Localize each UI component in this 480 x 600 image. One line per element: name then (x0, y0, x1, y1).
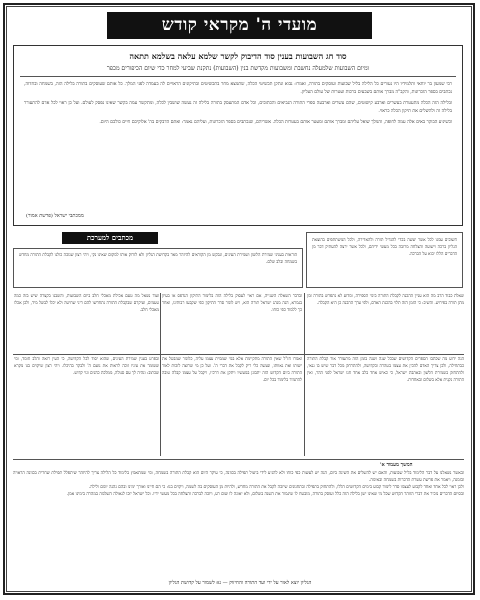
column-text: ובדבר השאלה השנייה, אם ראוי לעסוק בלילה הזה בלימוד התיקון הנדפס או בעיון בגמרא, הנה מנהג ישראל תורה הוא, ויש לומר סדר התיקון כפי שקבעו רבותינו, ואחר כך ללמוד כפי כוחו. (162, 293, 302, 312)
intro-paragraph: רבי שמעון בר יוחאי ותלמידיו היו נעורים כל הלילה בליל שבועות ועוסקים בתורה, ואמרו: נבוא ונתקן תכשיטי הכלה, שתמצא מחר בתכשיטים ובתיקונים הראויים לה בעמדה לפני המלך. כל אותם שעוסקים בתורה בלילה הזה, בשמחה ובחדוה, נכתבים בספר הזכרונות, והקב"ה מברך אותם בשבעים ברכות ועטרות של עולם העליון. (24, 82, 452, 95)
column-text: הנה ידוע מה שכתבו הספרים הקדושים שבכל שנה ושנה בזמן הזה מתעורר אור קבלת התורה כבתחילה, ולכן צריך האדם להכין את עצמו בטהרה ובקדושה, ולהתרחק מכל דבר שיש בו גנאי, ולהתחזק בשמירת הלשון ובאהבת ישראל, כי כאיש אחד בלב אחד חנו ישראל לפני ההר, ואין התורה נקנית אלא בשלום ובאחדות. (307, 356, 464, 382)
title-banner (107, 12, 372, 39)
column-text: ועוד נשאל מה טעם אכילת מאכלי חלב ביום השבועות, והשבנו בקצרה שיש בזה כמה טעמים, ועיקרם שבקבלת התורה נתחדשו להם דיני שחיטה ולא יכלו לבשל מיד, ולכן אכלו מאכלי חלב. (14, 293, 159, 312)
text-column-right (307, 293, 464, 353)
letters-banner-label: מכתבים למערכת (86, 233, 134, 242)
letters-banner (62, 232, 158, 244)
page-title: מועדי ה' מקראי קודש (161, 15, 318, 35)
column-text: ובפרט בענין שמירת העינים, שהוא יסוד לכל הקדושה, כי העין רואה והלב חומד, ומי ששומר את עיניו זוכה לראות את נועם ה' ולבקר בהיכלו. ויהי רצון שיקוים בנו מקרא שכתוב: ונהיה לך עם סגולה, ממלכת כהנים וגוי קדוש. (14, 356, 159, 375)
continued-label: המשך מעמוד א' (380, 462, 413, 468)
intro-subheading: ומיום השבועות שלמעלה נחשבת ומשבועות מקדשת בנין (השבועות) נתקנת שביעי למחר כדי שיום הכיפורים מכפר (20, 64, 456, 77)
middle-notice-text: הוראות בעניני שמירת הלשון ושמירת העינים, ונבקש מן הקוראים להיזהר מאד בקדושת הגליון ולא לזרוק אותו למקום שאינו נקי, ויהי רצון שנזכה כולנו לקבלת התורה מחדש בשמחה ובלב שלם. (19, 252, 297, 264)
text-column-middle (162, 293, 302, 353)
right-notice-panel (306, 232, 463, 288)
middle-notice-panel (13, 248, 303, 288)
intro-paragraph: וכשיגיע הבוקר באים אלה עמה לחופה, והמלך שואל עליהם ומברך אותם ומעטר אותם בעטרות הכלה. אשריהם, שנכתבים בספר הזכרונות, ועליהם נאמר: ואתם הדבקים בה' אלוקיכם חיים כולכם היום. (99, 120, 452, 126)
column-text: ואמרו חז"ל שאין התורה מתקיימת אלא במי שממית עצמו עליה, כלומר שמבטל את ישותו ואת גאוותו, ונעשה כלי ריק לקבל את דברי ה'. ועל כן מי שרוצה לזכות לאור התורה ביום הקדוש הזה יתבונן במעשיו ויתקן את דרכיו, ויקבל על עצמו קבלה טובה להתמיד בלימוד בכל יום. (162, 356, 302, 382)
long-column-left (14, 356, 159, 456)
intro-signature: ממכתבי ישראל (פרשת אמור) (26, 213, 84, 219)
intro-article (13, 45, 463, 226)
section-divider (13, 354, 464, 355)
right-notice-text: חשובים עמנו לכל אשר יעשה בכדי להגדיל תורה ולהאדירה, ולכל המשתתפים בהוצאת הגליון ברכה וישועה והצלחה מרובה בכל מעשי ידיהם, ולכל אשר ירצה להעתיק דבר מן הדברים הללו יבוא על הברכה. (312, 237, 457, 256)
long-column-middle (162, 356, 302, 456)
intro-heading: סוד חג השבועות בענין סוד הדיבוק לקשר שלמא עלאה בשלמא תתאה (129, 51, 347, 61)
bottom-paragraph: ובאשר נשאלנו על דבר הלימוד בליל שבועות, והאם יש להשלים את השינה ביום, הנה יש לעשות כפי כוחו ולא להגיע לידי ביטול תפילה בכוונה, כי עיקר היום הוא קבלת התורה בשמחה, ומי שמתאמץ בלימוד כל הלילה צריך להיזהר שיתפלל תפילת שחרית בכוונה הראויה ובזמנה, ויאמר את פרשת עשרת הדברות בשמחה ובאימה. (13, 471, 464, 483)
column-divider (160, 293, 161, 456)
column-divider (304, 293, 305, 456)
column-text: שאלת כבוד הרב מה הוא עניין ההכנה לקבלת התורה בימי הספירה, ומדוע לא נתפרש בתורה זמן מתן תורה בפירוש. והשיב: כי הזמן הזה תלוי בהכנת האדם, ולפי ערך ההכנה כן היא הקבלה. (307, 293, 464, 305)
bottom-paragraph: ובסיום הדברים נזכיר את דברי הזוהר הקדוש שכל מי שאינו ישן בלילה הזה כלל ועוסק בתורה, מובטח לו שיגמור את השנה בשלום, ולא יאונה לו שום רע, ויזכה לברכה והצלחה בכל מעשי ידיו. וכל ישראל יזכו לגאולה השלמה במהרה בימינו אמן. (66, 492, 464, 497)
intro-paragraph: ובלילה הזה הכלה מתעטרת בעשרים וארבע קישוטים, שהם עשרים וארבעה ספרי התורה הנביאים והכתובים, וכל אדם המתעסק בתורה בלילה זה נעשה שושבין לכלה, ומתקשר עמה בקשר שאינו נפסק לעולם. ועל כן ראוי לכל אדם להתעורר בלילה זה ולהשלים את תיקון הכלה כראוי. (24, 101, 452, 114)
bottom-article (13, 470, 464, 576)
bottom-paragraph: ולכן ראוי לכל אחד ואחד לקבוע לעצמו סדר לימוד קבוע בימים הקדושים הללו, ולהתחזק בתפילה ובתחנונים שיזכה לקבל את התורה מחדש, ולהיות מן העוסקים בה לשמה, ויקוים בנו: כי הם חיינו ואורך ימינו ובהם נהגה יומם ולילה. (88, 485, 464, 490)
footer-note: הגליון יוצא לאור על ידי ועד התורה והחיזוק — נא לשמור על קדושת הגליון (168, 580, 312, 586)
text-column-left (14, 293, 159, 353)
section-divider (13, 459, 464, 460)
long-column-right (307, 356, 464, 456)
